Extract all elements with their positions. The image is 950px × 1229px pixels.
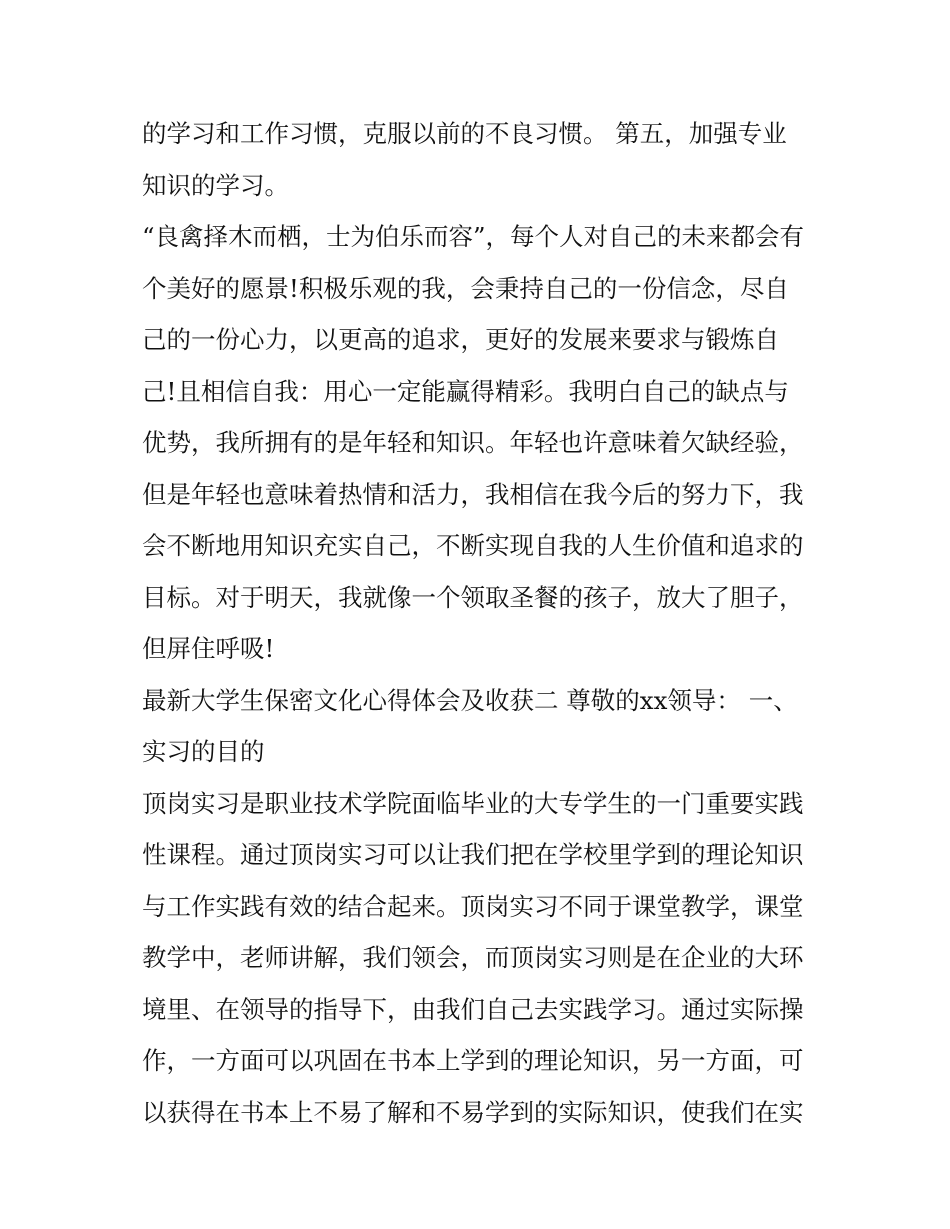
text-line: 目标。对于明天，我就像一个领取圣餐的孩子，放大了胆子， xyxy=(142,582,804,612)
text-line: 教学中，老师讲解，我们领会，而顶岗实习则是在企业的大环 xyxy=(142,943,804,972)
text-line: 作，一方面可以巩固在书本上学到的理论知识，另一方面，可 xyxy=(142,1046,804,1075)
text-line: 的学习和工作习惯，克服以前的不良习惯。 第五，加强专业 xyxy=(142,119,787,148)
text-line: 但屏住呼吸! xyxy=(142,634,275,663)
section-heading-line: 最新大学生保密文化心得体会及收获二 尊敬的xx领导： 一、 xyxy=(142,685,798,715)
text-line: 与工作实践有效的结合起来。顶岗实习不同于课堂教学，课堂 xyxy=(142,891,804,921)
text-line: 个美好的愿景!积极乐观的我，会秉持自己的一份信念，尽自 xyxy=(142,273,789,303)
text-line: 己!且相信自我：用心一定能赢得精彩。我明白自己的缺点与 xyxy=(142,376,789,406)
section-heading-line: 实习的目的 xyxy=(142,737,265,766)
text-line: 会不断地用知识充实自己，不断实现自我的人生价值和追求的 xyxy=(142,531,804,560)
body-text xyxy=(142,108,822,1138)
text-line: 但是年轻也意味着热情和活力，我相信在我今后的努力下，我 xyxy=(142,479,804,509)
text-line: “良禽择木而栖，士为伯乐而容”，每个人对自己的未来都会有 xyxy=(142,222,805,251)
text-line: 优势，我所拥有的是年轻和知识。年轻也许意味着欠缺经验， xyxy=(142,428,804,457)
text-line: 顶岗实习是职业技术学院面临毕业的大专学生的一门重要实践 xyxy=(142,788,804,818)
text-line: 以获得在书本上不易了解和不易学到的实际知识，使我们在实 xyxy=(142,1097,804,1127)
text-line: 性课程。通过顶岗实习可以让我们把在学校里学到的理论知识 xyxy=(142,840,804,869)
text-line: 境里、在领导的指导下，由我们自己去实践学习。通过实际操 xyxy=(142,994,804,1024)
text-line: 知识的学习。 xyxy=(142,170,289,200)
text-line: 己的一份心力，以更高的追求，更好的发展来要求与锻炼自 xyxy=(142,325,779,354)
